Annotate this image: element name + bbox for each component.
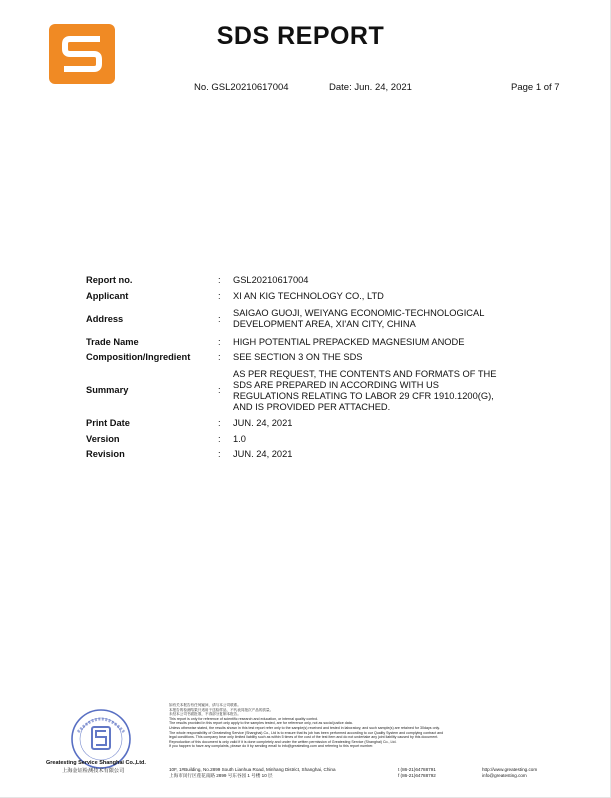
field-separator: : <box>218 313 221 324</box>
field-value: JUN. 24, 2021 <box>233 418 293 428</box>
field-value: GSL20210617004 <box>233 274 309 285</box>
field-separator: : <box>218 336 221 347</box>
field-row-revision <box>86 447 533 462</box>
fine-print-line: 本报告的检测结果只适用于送检样品，不代表同批次产品的质量。 <box>169 707 274 712</box>
fine-print-line: The whole responsibility of Greatesting Service (Shanghai) Co., Ltd is to ensure that its job has been performed according to our Quality System and complying contract and <box>169 730 444 735</box>
field-row-report-no <box>86 272 533 288</box>
fine-print-line: This report is only for reference of scientific research and education, or internal quality control. <box>169 716 319 721</box>
fax-number: f (86-21)64788792 <box>398 772 436 778</box>
phone-number: t (86-21)64788791 <box>398 767 436 772</box>
field-label: Print Date <box>86 418 130 428</box>
summary-line: SDS ARE PREPARED IN ACCORDING WITH US <box>233 379 439 390</box>
address-line: SAIGAO GUOJI, WEIYANG ECONOMIC-TECHNOLOGICAL <box>233 308 485 318</box>
address-en: 10F, 1#Building, No.2899 South Lianhua Road, Minhang District, Shanghai, China <box>169 767 336 772</box>
report-title: SDS REPORT <box>216 22 385 50</box>
fine-print-line: 未经本公司书面批准，不得部分复制本报告。 <box>169 712 241 717</box>
field-label: Revision <box>86 449 125 459</box>
field-separator: : <box>218 385 221 395</box>
field-value: SEE SECTION 3 ON THE SDS <box>233 352 363 362</box>
field-row-trade-name <box>86 334 533 350</box>
field-value <box>233 304 533 334</box>
email-link[interactable]: info@greatesting.com <box>482 772 527 778</box>
field-value: HIGH POTENTIAL PREPACKED MAGNESIUM ANODE <box>233 336 465 347</box>
report-number: No. GSL20210617004 <box>194 82 289 93</box>
footer-phone <box>398 767 436 778</box>
summary-line: REGULATIONS RELATING TO LABOR 29 CFR 1910.1200(G), <box>233 390 494 401</box>
field-value: 1.0 <box>233 433 246 444</box>
fine-print-line: 如有关本报告有任何疑问，请与本公司联系。 <box>169 703 241 707</box>
report-info-table <box>86 272 533 462</box>
report-date: Date: Jun. 24, 2021 <box>329 82 412 93</box>
field-label: Report no. <box>86 274 133 285</box>
field-value <box>233 365 533 416</box>
field-row-version <box>86 431 533 447</box>
address-line: DEVELOPMENT AREA, XI'AN CITY, CHINA <box>233 319 416 329</box>
fine-print <box>169 703 589 749</box>
field-label: Composition/Ingredient <box>86 352 191 362</box>
field-label: Applicant <box>86 290 129 301</box>
footer-web <box>482 767 537 778</box>
fine-print-line: Reproduction of this document is only valid if it is done completely and under the written permission of Greatesting Service (Shanghai) Co., Ltd. <box>169 739 397 744</box>
field-row-composition <box>86 350 533 365</box>
fine-print-line: Unless otherwise stated, the results shown in this test report refer only to the sample(s) received and tested in laboratory, and such sample(s) are retained for 30days only. <box>169 725 440 730</box>
field-value: XI AN KIG TECHNOLOGY CO., LTD <box>233 290 384 301</box>
field-separator: : <box>218 449 221 459</box>
field-row-applicant <box>86 288 533 304</box>
field-label: Summary <box>86 385 129 395</box>
website-link[interactable]: http://www.greatesting.com <box>482 767 538 772</box>
seal-company-name-cn: 上海金证检测技术有限公司 <box>62 768 125 774</box>
summary-line: AND IS PROVIDED PER ATTACHED. <box>233 401 391 412</box>
seal-company-name: Greatesting Service Shanghai Co.,Ltd. <box>46 760 146 766</box>
field-row-summary <box>86 365 533 416</box>
fine-print-line: legal conditions. This company bear only limited liability such as within 5 times of the cost of the test item and do not undertake any joint liability caused by this document. <box>169 735 439 740</box>
fine-print-line: The results provided in this report only apply to the samples tested, are for reference only, not as social justice data. <box>169 721 353 726</box>
field-label: Address <box>86 313 124 324</box>
footer-address <box>169 767 336 778</box>
field-separator: : <box>218 352 221 362</box>
field-label: Trade Name <box>86 336 139 347</box>
field-separator: : <box>218 290 221 301</box>
fine-print-line: If you happen to have any complaints, please do it by sending email to info@greatesting.com and referring to this report number. <box>169 744 374 749</box>
field-separator: : <box>218 274 221 285</box>
field-separator: : <box>218 418 221 428</box>
field-separator: : <box>218 433 221 444</box>
page-number: Page 1 of 7 <box>511 82 560 93</box>
field-value: JUN. 24, 2021 <box>233 449 293 459</box>
address-cn: 上海市闵行区莲花南路 2899 号东谷园 1 号楼 10 层 <box>169 772 273 778</box>
field-row-print-date <box>86 416 533 431</box>
field-label: Version <box>86 433 120 444</box>
summary-line: AS PER REQUEST, THE CONTENTS AND FORMATS OF THE <box>233 368 497 379</box>
field-row-address <box>86 304 533 334</box>
